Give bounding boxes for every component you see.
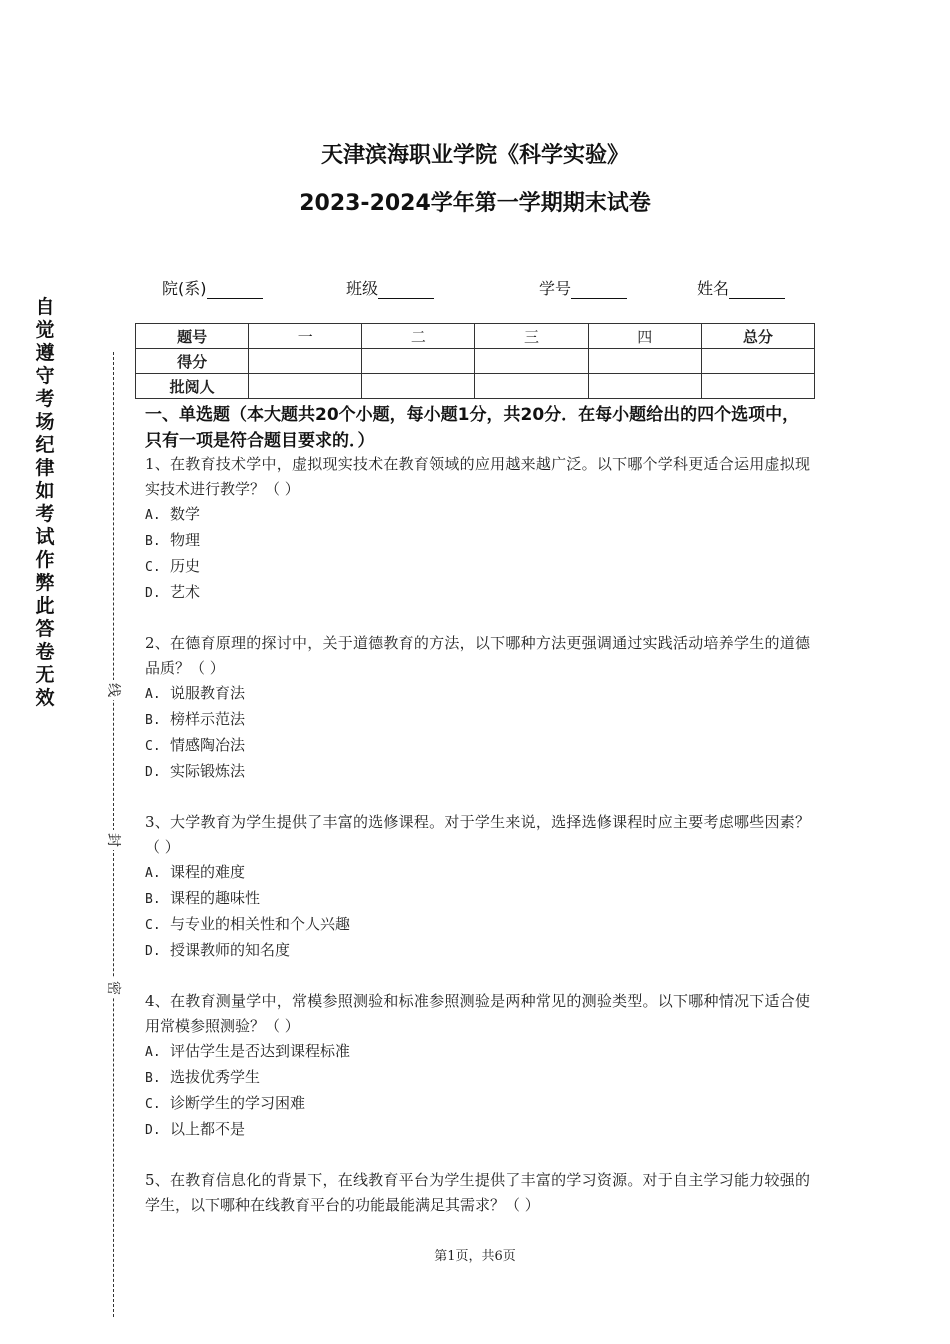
option-d: D. 实际锻炼法: [145, 762, 246, 780]
option-a: A. 课程的难度: [145, 863, 246, 881]
table-cell: 总分: [701, 324, 814, 349]
info-label: 姓名: [697, 279, 730, 298]
info-field-department: [162, 276, 263, 299]
table-cell: 二: [362, 324, 475, 349]
table-cell: 三: [475, 324, 588, 349]
section-heading: 一、单选题（本大题共20个小题，每小题1分，共20分．在每小题给出的四个选项中，只有一项是符合题目要求的．）: [145, 405, 800, 451]
question-stem: 3、大学教育为学生提供了丰富的选修课程。对于学生来说，选择选修课程时应主要考虑哪些因素？（ ）: [145, 813, 810, 856]
blank-line: [378, 282, 434, 299]
table-cell: [475, 349, 588, 374]
table-cell: [588, 374, 701, 399]
option-c: C. 历史: [145, 557, 201, 575]
option-a: A. 评估学生是否达到课程标准: [145, 1042, 351, 1060]
option-b: B. 物理: [145, 531, 201, 549]
table-cell: [362, 374, 475, 399]
table-cell: [588, 349, 701, 374]
table-cell: [249, 374, 362, 399]
option-d: D. 以上都不是: [145, 1120, 246, 1138]
info-label: 院(系): [162, 279, 207, 298]
table-cell: [475, 374, 588, 399]
option-b: B. 榜样示范法: [145, 710, 246, 728]
table-cell: 批阅人: [136, 374, 249, 399]
question-2: [145, 631, 810, 785]
table-cell: [362, 349, 475, 374]
table-cell: [249, 349, 362, 374]
question-4: [145, 989, 810, 1143]
table-cell: [701, 349, 814, 374]
page-number: 第1页，共6页: [434, 1249, 516, 1264]
info-label: 班级: [346, 279, 379, 298]
blank-line: [571, 282, 627, 299]
question-stem: 1、在教育技术学中，虚拟现实技术在教育领域的应用越来越广泛。以下哪个学科更适合运用虚拟现实技术进行教学？（ ）: [145, 455, 810, 498]
score-table-row: [136, 349, 815, 374]
question-stem: 5、在教育信息化的背景下，在线教育平台为学生提供了丰富的学习资源。对于自主学习能力较强的学生，以下哪种在线教育平台的功能最能满足其需求？（ ）: [145, 1171, 810, 1214]
table-cell: 一: [249, 324, 362, 349]
question-list: [145, 452, 810, 1243]
table-cell: 题号: [136, 324, 249, 349]
seal-mark-seal: 封: [104, 830, 124, 850]
seal-mark-secret: 密: [104, 978, 124, 998]
option-c: C. 诊断学生的学习困难: [145, 1094, 306, 1112]
score-table-row: [136, 374, 815, 399]
score-table: [135, 323, 815, 399]
info-label: 学号: [539, 279, 572, 298]
option-c: C. 与专业的相关性和个人兴趣: [145, 915, 351, 933]
option-a: A. 说服教育法: [145, 684, 246, 702]
blank-line: [729, 282, 785, 299]
option-b: B. 课程的趣味性: [145, 889, 261, 907]
info-field-name: [697, 276, 785, 299]
info-field-student-id: [539, 276, 627, 299]
option-a: A. 数学: [145, 505, 201, 523]
info-field-class: [346, 276, 434, 299]
question-5: [145, 1168, 810, 1218]
discipline-notice: 自觉遵守考场纪律如考试作弊此答卷无效: [35, 296, 55, 709]
question-stem: 2、在德育原理的探讨中，关于道德教育的方法，以下哪种方法更强调通过实践活动培养学生的道德品质？（ ）: [145, 634, 810, 677]
table-cell: 得分: [136, 349, 249, 374]
blank-line: [207, 282, 263, 299]
score-table-header-row: [136, 324, 815, 349]
question-3: [145, 810, 810, 964]
option-d: D. 艺术: [145, 583, 201, 601]
exam-title-line1: 天津滨海职业学院《科学实验》: [320, 143, 629, 168]
question-stem: 4、在教育测量学中，常模参照测验和标准参照测验是两种常见的测验类型。以下哪种情况下适合使用常模参照测验？（ ）: [145, 992, 810, 1035]
option-c: C. 情感陶冶法: [145, 736, 246, 754]
table-cell: [701, 374, 814, 399]
option-b: B. 选拔优秀学生: [145, 1068, 261, 1086]
table-cell: 四: [588, 324, 701, 349]
exam-title-line2: 2023-2024学年第一学期期末试卷: [299, 191, 651, 216]
seal-mark-line: 线: [104, 680, 124, 700]
question-1: [145, 452, 810, 606]
option-d: D. 授课教师的知名度: [145, 941, 291, 959]
